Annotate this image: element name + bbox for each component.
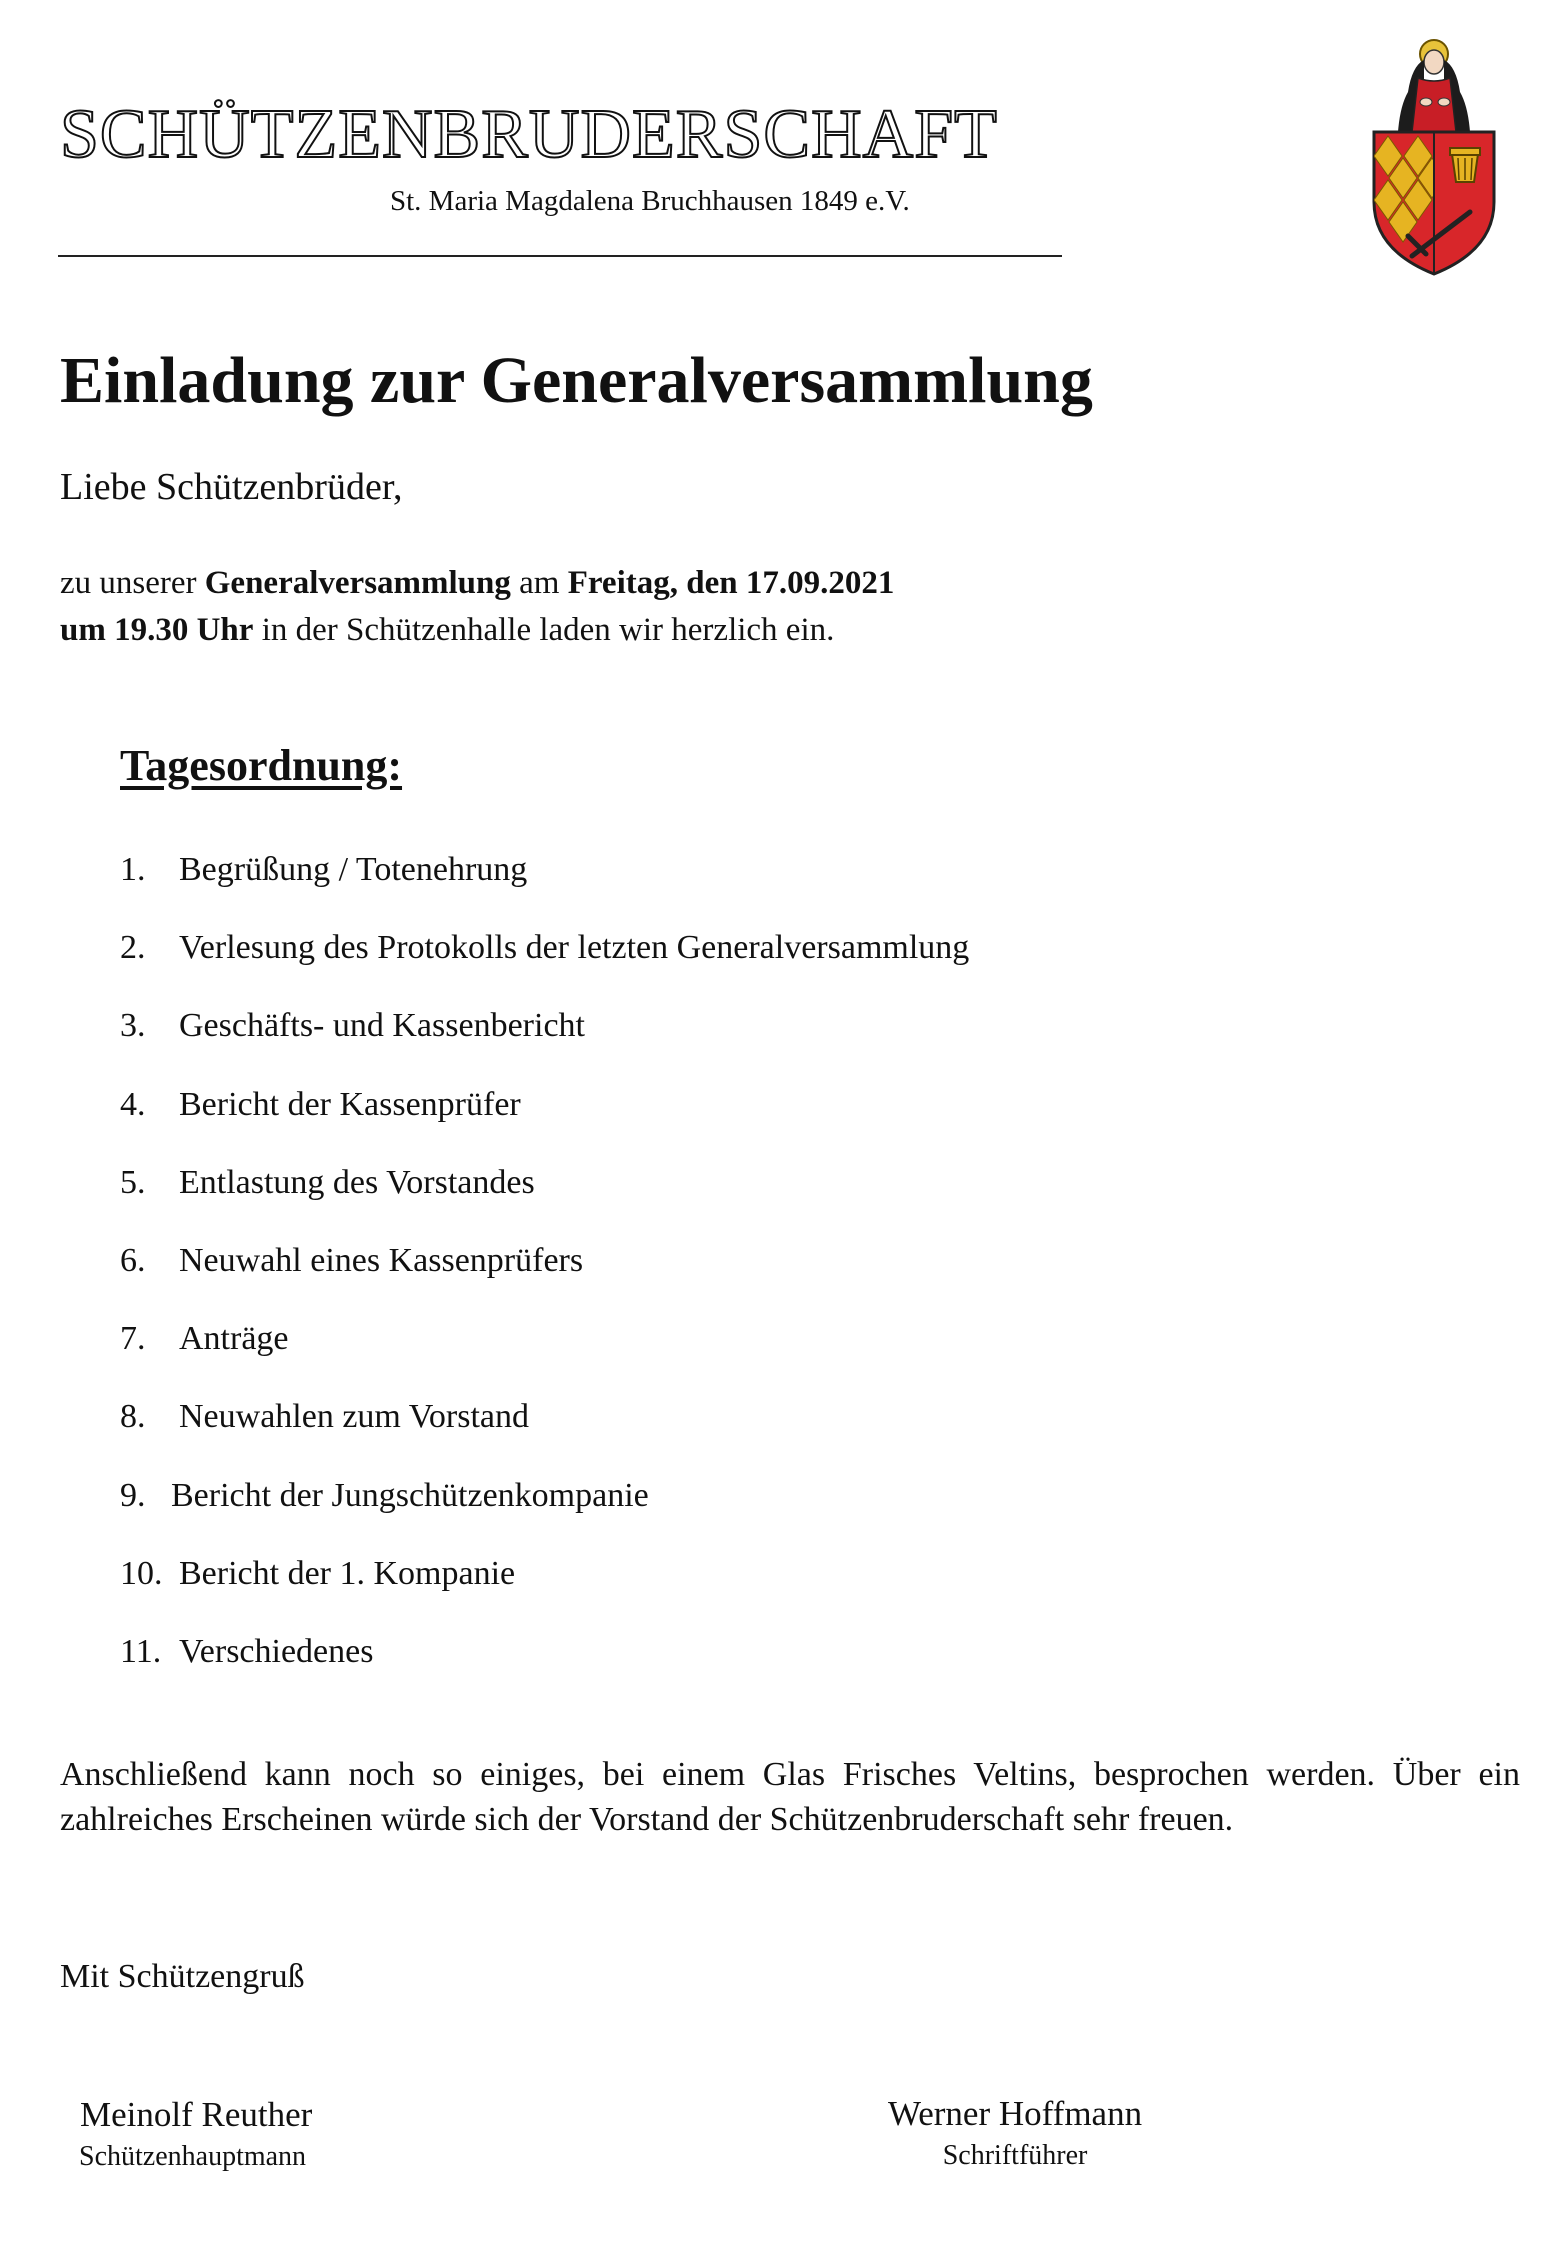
agenda-title: Tagesordnung: xyxy=(120,741,403,790)
signatory-name: Meinolf Reuther xyxy=(80,2095,313,2134)
signature-block-left xyxy=(80,2095,312,2173)
organization-subtitle: St. Maria Magdalena Bruchhausen 1849 e.V. xyxy=(390,185,910,217)
signature-block-right xyxy=(888,2094,1142,2172)
item-number: 6. xyxy=(120,1241,146,1279)
invitation-text xyxy=(60,560,894,654)
item-text: Bericht der 1. Kompanie xyxy=(179,1554,516,1592)
list-item xyxy=(120,1163,969,1241)
list-item xyxy=(120,850,969,928)
organization-name: SCHÜTZENBRUDERSCHAFT xyxy=(60,96,998,173)
list-item xyxy=(120,1476,969,1554)
item-text: Anträge xyxy=(179,1320,289,1358)
coat-of-arms-icon xyxy=(1368,32,1500,276)
item-text: Neuwahl eines Kassenprüfers xyxy=(179,1241,584,1279)
item-number: 5. xyxy=(120,1163,146,1201)
item-number: 10. xyxy=(120,1554,163,1592)
item-number: 11. xyxy=(120,1632,162,1670)
item-text: Verlesung des Protokolls der letzten Generalversammlung xyxy=(179,929,970,967)
signatory-role: Schützenhauptmann xyxy=(79,2141,307,2172)
intro-date: Freitag, den 17.09.2021 xyxy=(567,565,895,601)
intro-event: Generalversammlung xyxy=(204,565,511,601)
item-number: 8. xyxy=(120,1398,146,1436)
agenda-list xyxy=(120,850,969,1710)
list-item xyxy=(120,1632,969,1710)
salutation: Mit Schützengruß xyxy=(60,1958,305,1995)
item-text: Begrüßung / Totenehrung xyxy=(179,851,528,888)
list-item xyxy=(120,1085,969,1163)
page-title: Einladung zur Generalversammlung xyxy=(60,344,1093,417)
list-item xyxy=(120,1006,969,1084)
intro-text: in der Schützenhalle laden wir herzlich ein. xyxy=(253,612,835,648)
item-number: 4. xyxy=(120,1085,146,1123)
item-text: Bericht der Jungschützenkompanie xyxy=(171,1476,649,1514)
list-item xyxy=(120,928,969,1006)
item-number: 2. xyxy=(120,929,146,967)
list-item xyxy=(120,1554,969,1632)
header-divider xyxy=(58,255,1062,257)
intro-text: zu unserer xyxy=(60,565,205,601)
item-text: Geschäfts- und Kassenbericht xyxy=(179,1007,585,1045)
signatory-role: Schriftführer xyxy=(942,2140,1088,2171)
item-text: Verschiedenes xyxy=(179,1632,374,1670)
item-text: Entlastung des Vorstandes xyxy=(179,1163,535,1201)
item-number: 9. xyxy=(120,1476,146,1514)
list-item xyxy=(120,1397,969,1475)
list-item xyxy=(120,1241,969,1319)
intro-time: um 19.30 Uhr xyxy=(60,612,254,648)
signatory-name: Werner Hoffmann xyxy=(888,2094,1143,2133)
intro-text: am xyxy=(510,565,568,601)
item-number: 1. xyxy=(120,851,146,888)
item-text: Bericht der Kassenprüfer xyxy=(179,1085,521,1123)
greeting: Liebe Schützenbrüder, xyxy=(60,466,403,508)
item-text: Neuwahlen zum Vorstand xyxy=(179,1398,530,1436)
item-number: 3. xyxy=(120,1007,146,1045)
list-item xyxy=(120,1319,969,1397)
closing-paragraph: Anschließend kann noch so einiges, bei einem Glas Frisches Veltins, besprochen werden. Über ein zahlreiches Erscheinen würde sich der Vorstand der Schützenbruderschaft sehr freuen. xyxy=(60,1756,1520,1838)
item-number: 7. xyxy=(120,1320,146,1358)
